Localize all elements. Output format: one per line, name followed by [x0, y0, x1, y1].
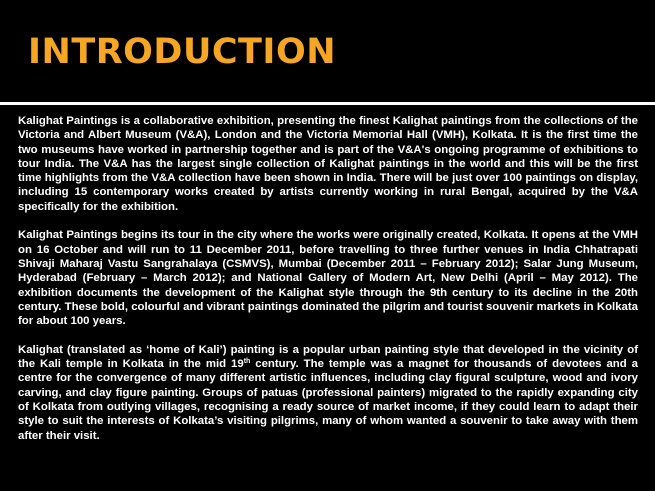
paragraph-3-text-before: Kalighat (translated as ‘home of Kali’) painting is a popular urban painting style that developed in the vicinity of the Kali temple in Kolkata in the mid 19	[18, 343, 638, 371]
paragraph-3-superscript: th	[243, 358, 251, 366]
slide-body	[18, 114, 638, 443]
slide-title: INTRODUCTION	[28, 32, 336, 72]
title-divider	[0, 102, 655, 105]
paragraph-3-text-after: century. The temple was a magnet for thousands of devotees and a centre for the convergence of many different artistic influences, including clay figural sculpture, wood and ivory carving, and clay figure painting. Groups of patuas (professional painters) migrated to the rapidly expanding city of Kolkata from outlying villages, recognising a ready source of market income, if they could learn to adapt their style to suit the interests of Kolkata’s visiting pilgrims, many of whom wanted a souvenir to take away with them after their visit.	[18, 358, 638, 442]
paragraph-1: Kalighat Paintings is a collaborative exhibition, presenting the finest Kalighat paintings from the collections of the Victoria and Albert Museum (V&A), London and the Victoria Memorial Hall (VMH), Kolkata. It is the first time the two museums have worked in partnership together and is part of the V&A's ongoing programme of exhibitions to tour India. The V&A has the largest single collection of Kalighat paintings in the world and this will be the first time highlights from the V&A collection have been shown in India. There will be just over 100 paintings on display, including 15 contemporary works created by artists currently working in rural Bengal, acquired by the V&A specifically for the exhibition.	[18, 115, 638, 213]
paragraph-2: Kalighat Paintings begins its tour in the city where the works were originally created, Kolkata. It opens at the VMH on 16 October and will run to 11 December 2011, before travelling to three further venues in India Chhatrapati Shivaji Maharaj Vastu Sangrahalaya (CSMVS), Mumbai (December 2011 – February 2012); Salar Jung Museum, Hyderabad (February – March 2012); and National Gallery of Modern Art, New Delhi (April – May 2012). The exhibition documents the development of the Kalighat style through the 9th century to its decline in the 20th century. These bold, colourful and vibrant paintings dominated the pilgrim and tourist souvenir markets in Kolkata for about 100 years.	[18, 229, 638, 328]
paragraph-3	[18, 343, 638, 443]
